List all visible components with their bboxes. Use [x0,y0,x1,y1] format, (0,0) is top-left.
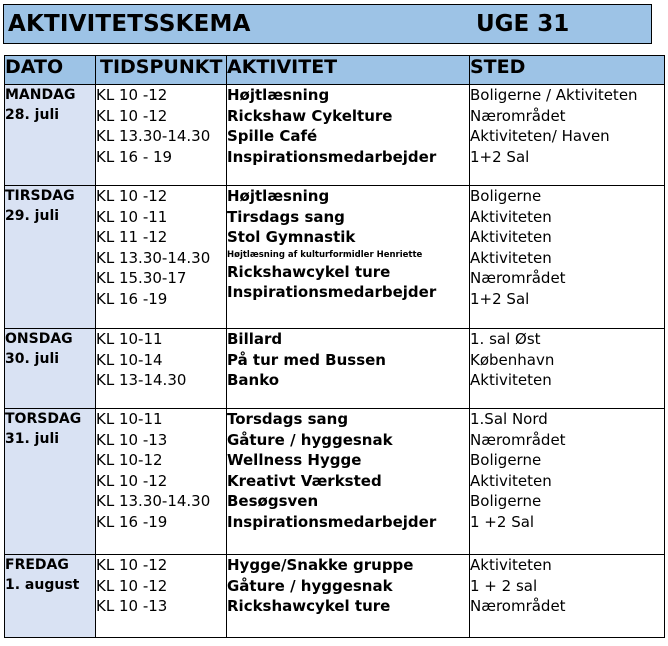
table-row [5,186,665,329]
place-cell [470,555,665,638]
time-entry: KL 10-14 [96,350,163,369]
place-entry: Aktiviteten [470,207,552,226]
day-cell [5,409,96,555]
time-cell [96,409,227,555]
place-entry: Boligerne [470,187,542,205]
schedule-title: AKTIVITETSSKEMA [8,11,251,37]
day-name: FREDAG [5,557,69,573]
time-entry: KL 16 - 19 [96,147,173,166]
place-entry: 1+2 Sal [470,289,530,308]
activity-cell [227,555,470,638]
activity-entry: Besøgsven [227,492,319,510]
activity-entry: Stol Gymnastik [227,228,356,246]
time-entry: KL 16 -19 [96,512,168,531]
time-entry: KL 10 -13 [96,430,168,449]
time-entry: KL 10 -12 [96,576,168,595]
time-entry: KL 10 -12 [96,556,168,574]
time-entry: KL 10-12 [96,451,163,469]
activity-cell [227,329,470,409]
time-cell [96,85,227,186]
time-entry: KL 10 -13 [96,597,168,615]
day-date: 30. juli [5,351,60,367]
place-entry: Nærområdet [470,430,566,449]
activity-cell [227,409,470,555]
time-entry: KL 13.30-14.30 [96,248,211,267]
place-entry: Boligerne [470,492,542,510]
place-entry: 1.Sal Nord [470,410,548,428]
activity-cell [227,85,470,186]
header-row [5,56,665,85]
column-header-dato: DATO [5,56,96,85]
activity-entry: Gåture / hyggesnak [227,430,393,449]
day-date: 28. juli [5,107,60,123]
activity-entry: Højtlæsning [227,187,330,205]
activity-entry: Kreativt Værksted [227,471,382,490]
day-cell [5,186,96,329]
place-entry: 1+2 Sal [470,147,530,166]
time-entry: KL 15.30-17 [96,269,187,287]
week-label: UGE 31 [476,11,570,37]
title-bar [3,4,652,44]
schedule-table [4,55,665,638]
day-date: 29. juli [5,208,60,224]
time-cell [96,186,227,329]
day-date: 1. august [5,577,80,593]
place-cell [470,329,665,409]
place-cell [470,409,665,555]
activity-entry: Spille Café [227,127,318,145]
time-entry: KL 10 -12 [96,106,168,125]
activity-entry: Inspirationsmedarbejder [227,512,437,531]
place-entry: Boligerne [470,451,542,469]
place-cell [470,85,665,186]
time-entry: KL 10 -12 [96,187,168,205]
place-entry: Aktiviteten [470,371,552,389]
activity-entry: Højtlæsning [227,86,330,104]
day-cell [5,329,96,409]
activity-cell [227,186,470,329]
place-entry: København [470,350,555,369]
day-name: TORSDAG [5,411,82,427]
place-entry: Aktiviteten [470,248,552,267]
activity-entry: Banko [227,371,280,389]
place-entry: 1 +2 Sal [470,512,535,531]
column-header-aktivitet: AKTIVITET [227,56,470,85]
column-header-tidspunkt: TIDSPUNKT [96,56,227,85]
time-entry: KL 16 -19 [96,289,168,308]
table-row [5,409,665,555]
day-name: ONSDAG [5,331,73,347]
table-row [5,555,665,638]
day-name: TIRSDAG [5,188,75,204]
activity-entry: Torsdags sang [227,410,349,428]
time-entry: KL 10 -12 [96,86,168,104]
activity-entry: Højtlæsning af kulturformidler Henriette [227,249,423,260]
day-date: 31. juli [5,431,60,447]
place-entry: Aktiviteten/ Haven [470,127,610,145]
time-entry: KL 10-11 [96,330,163,348]
place-entry: Nærområdet [470,269,566,287]
place-cell [470,186,665,329]
place-entry: Aktiviteten [470,471,552,490]
place-entry: Boligerne / Aktiviteten [470,86,638,104]
place-entry: Aktiviteten [470,556,552,574]
activity-entry: Rickshaw Cykelture [227,106,393,125]
time-entry: KL 13-14.30 [96,371,187,389]
time-entry: KL 11 -12 [96,228,168,246]
time-cell [96,329,227,409]
activity-entry: Gåture / hyggesnak [227,576,393,595]
time-entry: KL 10 -11 [96,207,168,226]
table-row [5,85,665,186]
time-entry: KL 10 -12 [96,471,168,490]
time-entry: KL 10-11 [96,410,163,428]
day-name: MANDAG [5,87,76,103]
time-cell [96,555,227,638]
activity-entry: Inspirationsmedarbejder [227,147,437,166]
place-entry: Nærområdet [470,597,566,615]
activity-entry: Hygge/Snakke gruppe [227,556,414,574]
table-row [5,329,665,409]
place-entry: Aktiviteten [470,228,552,246]
activity-entry: På tur med Bussen [227,350,386,369]
place-entry: 1 + 2 sal [470,576,538,595]
activity-entry: Rickshawcykel ture [227,597,391,615]
place-entry: Nærområdet [470,106,566,125]
time-entry: KL 13.30-14.30 [96,127,211,145]
activity-entry: Inspirationsmedarbejder [227,283,437,301]
day-cell [5,85,96,186]
column-header-sted: STED [470,56,665,85]
time-entry: KL 13.30-14.30 [96,492,211,510]
place-entry: 1. sal Øst [470,330,541,348]
activity-entry: Tirsdags sang [227,207,345,226]
activity-entry: Rickshawcykel ture [227,262,391,281]
day-cell [5,555,96,638]
activity-entry: Wellness Hygge [227,451,362,469]
activity-entry: Billard [227,330,283,348]
